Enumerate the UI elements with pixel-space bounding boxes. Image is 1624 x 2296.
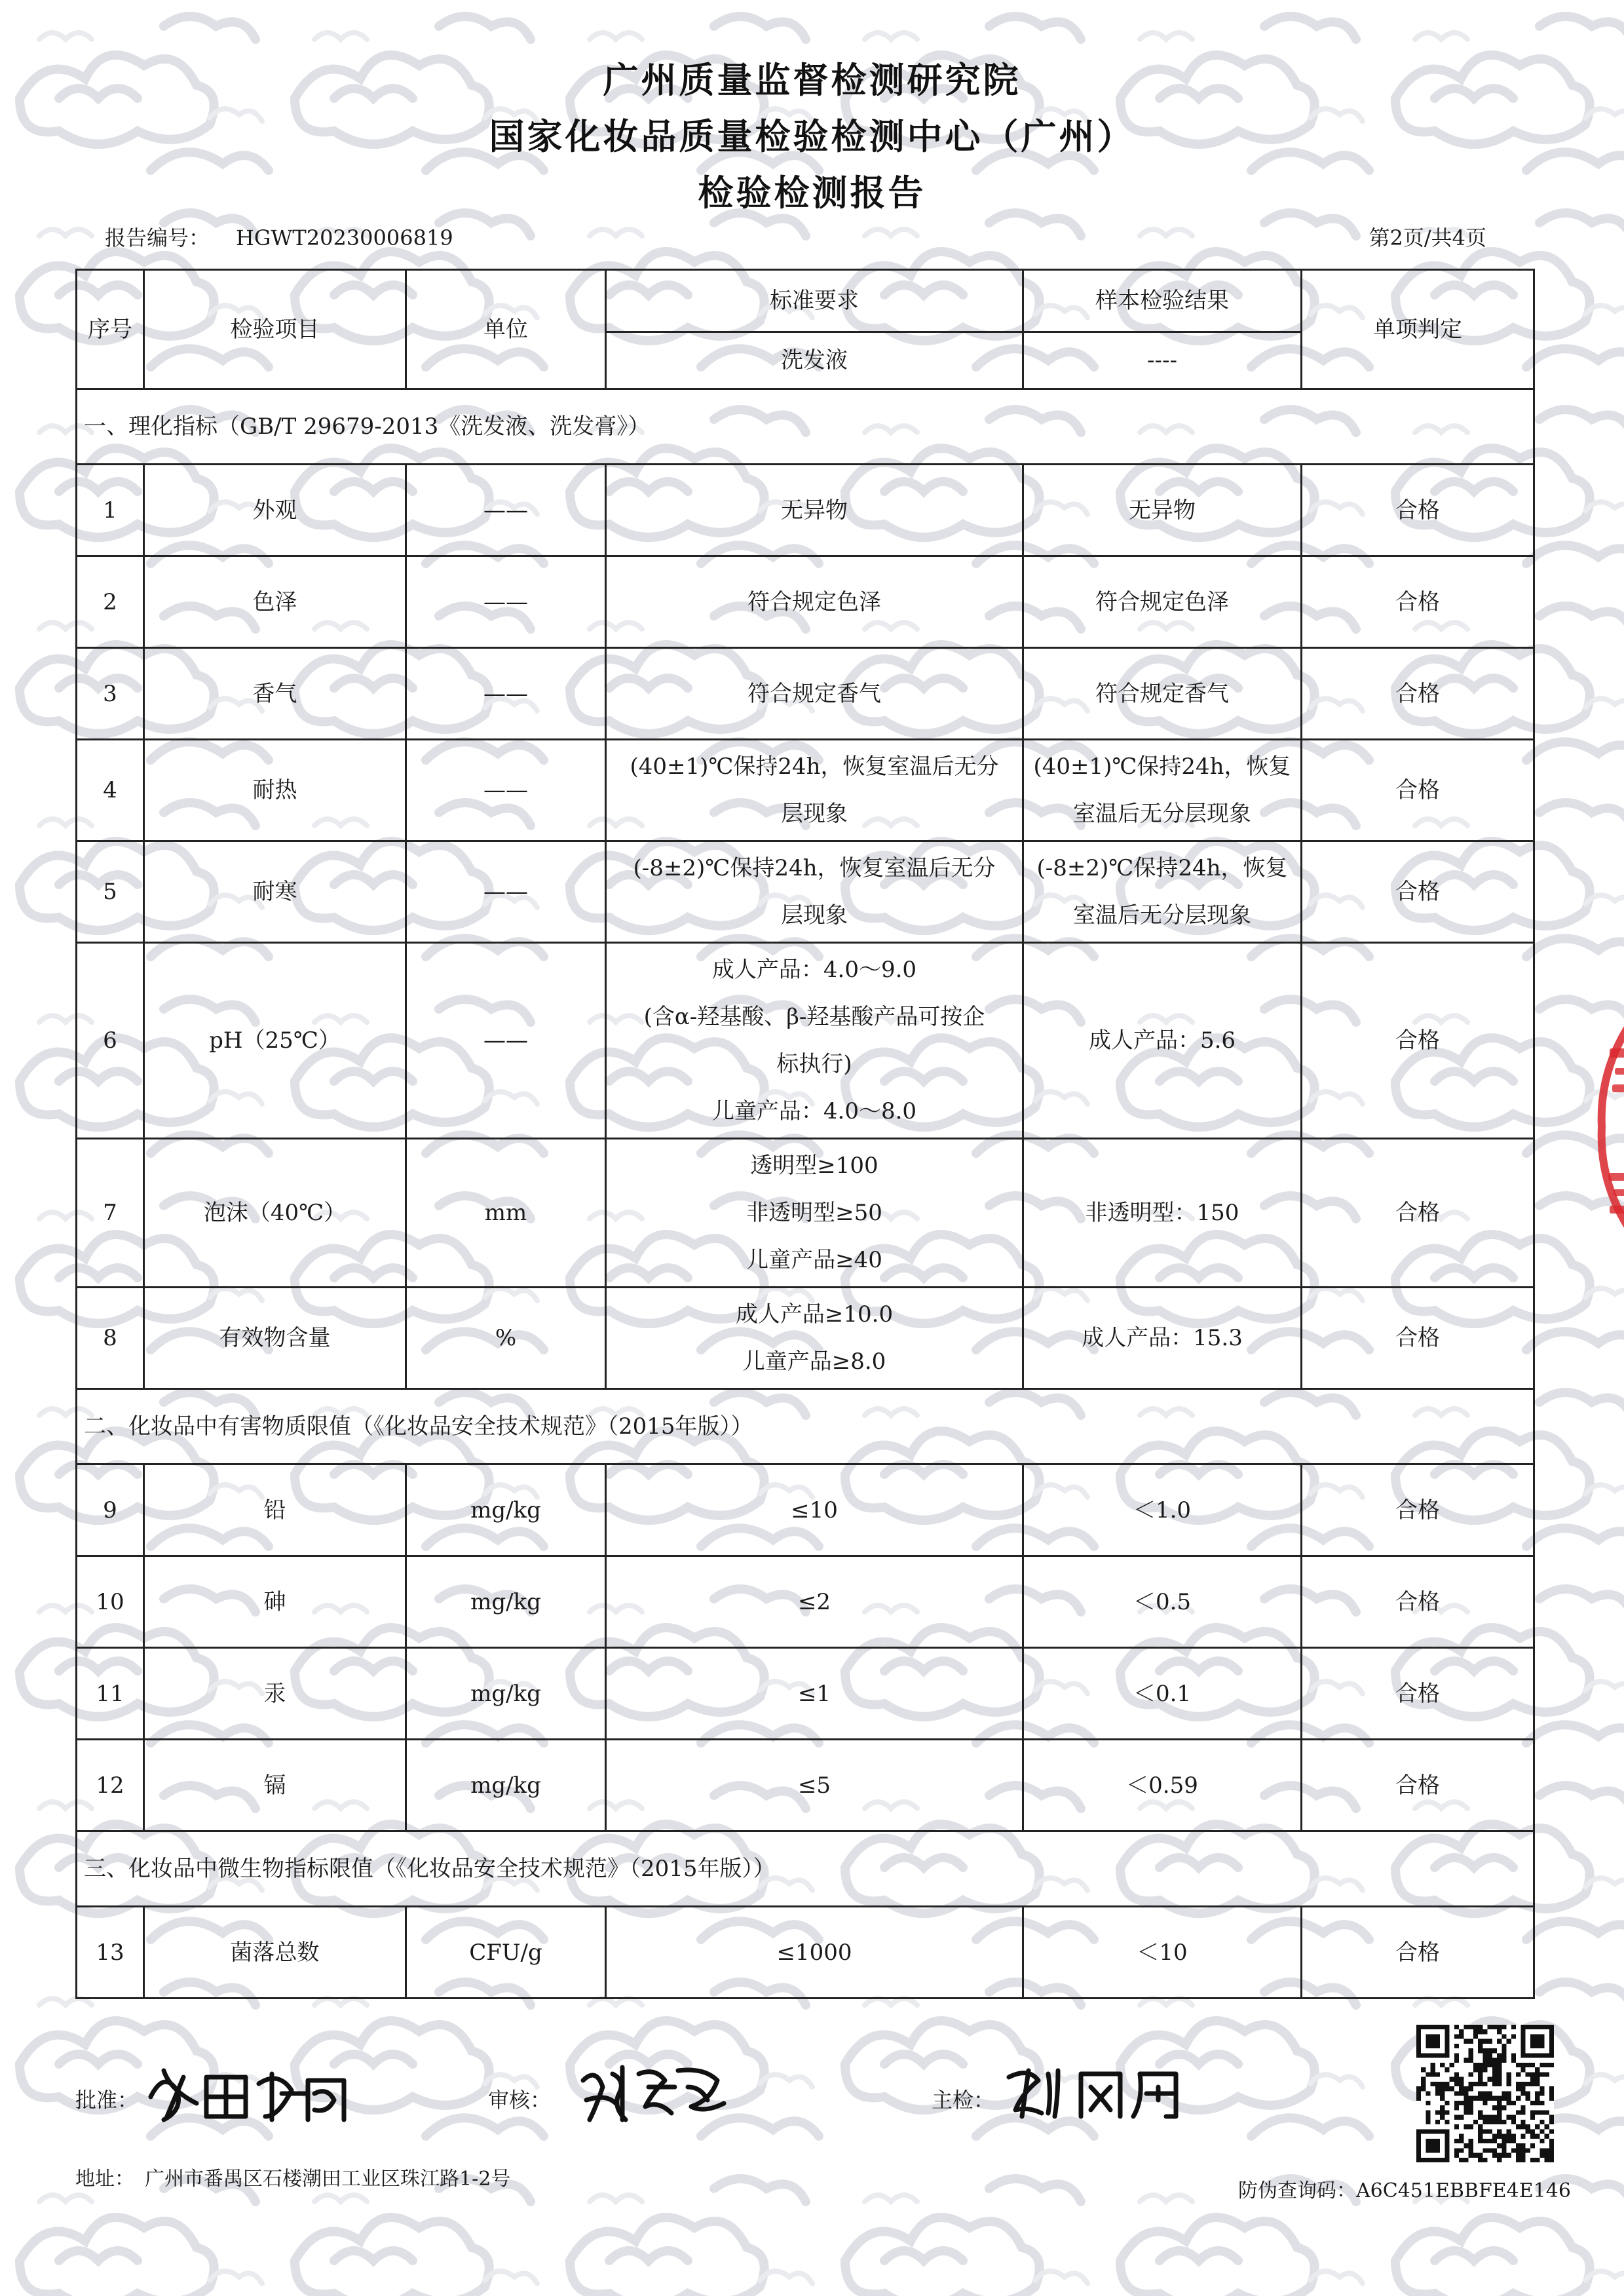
row-unit: —— (406, 740, 606, 841)
row-standard-line: 层现象 (781, 902, 848, 928)
table-row (77, 841, 1534, 943)
row-standard-line: (40±1)℃保持24h，恢复室温后无分 (630, 754, 999, 780)
row-verdict: 合格 (1302, 841, 1534, 943)
row-unit: mm (406, 1139, 606, 1288)
row-result-line: 非透明型：150 (1085, 1200, 1239, 1226)
row-unit: CFU/g (406, 1907, 606, 1999)
row-standard-line: ≤10 (791, 1497, 838, 1523)
reviewer-signature (576, 2054, 734, 2126)
row-standard-line: 儿童产品：4.0～8.0 (711, 1098, 917, 1124)
official-stamp-icon (1569, 976, 1624, 1278)
row-verdict: 合格 (1302, 1139, 1534, 1288)
row-standard-line: (-8±2)℃保持24h，恢复室温后无分 (633, 855, 996, 881)
row-standard-line: ≤5 (797, 1772, 831, 1799)
row-item: 色泽 (144, 556, 406, 648)
row-unit: —— (406, 465, 606, 556)
row-standard-line: ≤1000 (776, 1939, 852, 1966)
inspector-label: 主检： (932, 2088, 995, 2113)
row-standard (606, 841, 1023, 943)
row-seq: 1 (77, 465, 144, 556)
row-seq: 7 (77, 1139, 144, 1288)
row-item: 香气 (144, 648, 406, 740)
row-item: 菌落总数 (144, 1907, 406, 1999)
report-number-value: HGWT20230006819 (236, 225, 453, 250)
header-seq: 序号 (77, 270, 144, 389)
row-standard-line: 成人产品≥10.0 (735, 1301, 894, 1328)
row-item: 耐热 (144, 740, 406, 841)
org-name-line1: 广州质量监督检测研究院 (603, 60, 1021, 101)
row-item: 镉 (144, 1740, 406, 1831)
section-microbial: 三、化妆品中微生物指标限值（《化妆品安全技术规范》（2015年版）） (77, 1831, 1534, 1907)
row-result (1023, 1648, 1302, 1740)
header-standard: 标准要求 (606, 270, 1023, 332)
row-unit: —— (406, 648, 606, 740)
table-row (77, 465, 1534, 556)
table-row (77, 556, 1534, 648)
row-standard-line: 标执行) (776, 1051, 852, 1077)
table-row (77, 943, 1534, 1139)
row-result-line: (40±1)℃保持24h，恢复 (1033, 754, 1291, 780)
row-seq: 6 (77, 943, 144, 1139)
org-name-line2: 国家化妆品质量检验检测中心（广州） (489, 116, 1135, 157)
row-item: pH（25℃） (144, 943, 406, 1139)
row-standard (606, 1288, 1023, 1389)
header-unit: 单位 (406, 270, 606, 389)
row-verdict: 合格 (1302, 556, 1534, 648)
row-seq: 13 (77, 1907, 144, 1999)
row-standard-line: 透明型≥100 (750, 1153, 878, 1179)
row-result-line: (-8±2)℃保持24h，恢复 (1036, 855, 1288, 881)
row-seq: 8 (77, 1288, 144, 1389)
row-result-line: 符合规定香气 (1095, 680, 1229, 707)
row-seq: 2 (77, 556, 144, 648)
row-verdict: 合格 (1302, 740, 1534, 841)
row-standard (606, 1464, 1023, 1556)
row-unit: —— (406, 943, 606, 1139)
row-seq: 9 (77, 1464, 144, 1556)
table-row (77, 1288, 1534, 1389)
inspector-signature (1002, 2057, 1205, 2123)
table-row (77, 1648, 1534, 1740)
row-standard-line: 无异物 (781, 497, 848, 524)
row-result (1023, 465, 1302, 556)
row-verdict: 合格 (1302, 465, 1534, 556)
row-unit: mg/kg (406, 1464, 606, 1556)
report-number-label: 报告编号： (105, 225, 210, 250)
row-standard (606, 556, 1023, 648)
row-result (1023, 943, 1302, 1139)
row-item: 汞 (144, 1648, 406, 1740)
row-result-line: ＜0.5 (1133, 1588, 1192, 1615)
row-standard-line: 成人产品：4.0～9.0 (711, 957, 917, 983)
row-result (1023, 1907, 1302, 1999)
row-standard-line: (含α-羟基酸、β-羟基酸产品可按企 (643, 1004, 985, 1030)
row-result-line: 成人产品：5.6 (1088, 1027, 1236, 1054)
row-result (1023, 1139, 1302, 1288)
row-standard (606, 1648, 1023, 1740)
row-verdict: 合格 (1302, 1648, 1534, 1740)
anti-fake-value: A6C451EBBFE4E146 (1356, 2179, 1571, 2202)
table-row (77, 1139, 1534, 1288)
row-verdict: 合格 (1302, 1740, 1534, 1831)
row-unit: mg/kg (406, 1740, 606, 1831)
row-seq: 10 (77, 1556, 144, 1648)
row-unit: —— (406, 556, 606, 648)
row-unit: mg/kg (406, 1556, 606, 1648)
header-standard-sub: 洗发液 (606, 332, 1023, 389)
table-row (77, 1907, 1534, 1999)
row-standard-line: 非透明型≥50 (746, 1200, 882, 1226)
row-standard-line: 符合规定香气 (747, 680, 881, 707)
row-standard (606, 740, 1023, 841)
row-standard (606, 465, 1023, 556)
row-seq: 3 (77, 648, 144, 740)
row-result-line: 室温后无分层现象 (1073, 801, 1251, 827)
row-standard (606, 1139, 1023, 1288)
row-standard (606, 943, 1023, 1139)
table-row (77, 648, 1534, 740)
row-verdict: 合格 (1302, 648, 1534, 740)
section-physicochemical: 一、理化指标（GB/T 29679-2013《洗发液、洗发膏》） (77, 389, 1534, 465)
report-number (105, 221, 453, 252)
row-item: 耐寒 (144, 841, 406, 943)
row-result (1023, 556, 1302, 648)
row-result (1023, 740, 1302, 841)
row-result-line: 室温后无分层现象 (1073, 902, 1251, 928)
anti-fake-label: 防伪查询码： (1238, 2179, 1356, 2202)
table-row (77, 1556, 1534, 1648)
row-item: 砷 (144, 1556, 406, 1648)
row-standard-line: 儿童产品≥8.0 (742, 1349, 886, 1375)
address-label: 地址： (75, 2168, 134, 2191)
row-item: 有效物含量 (144, 1288, 406, 1389)
row-standard (606, 1556, 1023, 1648)
row-unit: % (406, 1288, 606, 1389)
row-result (1023, 1288, 1302, 1389)
row-standard (606, 648, 1023, 740)
row-seq: 4 (77, 740, 144, 841)
row-result-line: ＜10 (1137, 1939, 1188, 1966)
row-unit: —— (406, 841, 606, 943)
row-item: 泡沫（40℃） (144, 1139, 406, 1288)
qr-code-icon[interactable] (1416, 2025, 1554, 2162)
address (75, 2162, 510, 2191)
row-result-line: ＜0.59 (1126, 1772, 1198, 1799)
header-result: 样本检验结果 (1023, 270, 1302, 332)
row-result (1023, 1464, 1302, 1556)
row-standard-line: 儿童产品≥40 (746, 1247, 882, 1273)
row-result (1023, 841, 1302, 943)
row-result (1023, 1740, 1302, 1831)
anti-fake-code (1238, 2174, 1571, 2203)
row-result (1023, 1556, 1302, 1648)
row-verdict: 合格 (1302, 1288, 1534, 1389)
report-header (0, 52, 1624, 221)
row-seq: 12 (77, 1740, 144, 1831)
table-row (77, 740, 1534, 841)
approver-signature (144, 2057, 354, 2130)
row-item: 铅 (144, 1464, 406, 1556)
row-item: 外观 (144, 465, 406, 556)
row-result-line: ＜0.1 (1133, 1680, 1192, 1707)
approve-label: 批准： (75, 2088, 139, 2113)
row-verdict: 合格 (1302, 1907, 1534, 1999)
row-standard-line: 符合规定色泽 (747, 588, 881, 615)
row-verdict: 合格 (1302, 1556, 1534, 1648)
row-result-line: 符合规定色泽 (1095, 588, 1229, 615)
document-title: 检验检测报告 (698, 172, 926, 214)
table-row (77, 1740, 1534, 1831)
review-label: 审核： (488, 2088, 552, 2113)
address-value: 广州市番禺区石楼潮田工业区珠江路1-2号 (145, 2168, 511, 2191)
row-standard (606, 1907, 1023, 1999)
page-info: 第2页/共4页 (1369, 225, 1486, 250)
header-verdict: 单项判定 (1302, 270, 1534, 389)
row-result-line: 成人产品：15.3 (1082, 1325, 1243, 1351)
row-standard (606, 1740, 1023, 1831)
row-seq: 5 (77, 841, 144, 943)
row-standard-line: ≤1 (797, 1680, 831, 1707)
row-verdict: 合格 (1302, 943, 1534, 1139)
row-seq: 11 (77, 1648, 144, 1740)
row-result (1023, 648, 1302, 740)
row-verdict: 合格 (1302, 1464, 1534, 1556)
header-item: 检验项目 (144, 270, 406, 389)
section-harmful-substances: 二、化妆品中有害物质限值（《化妆品安全技术规范》（2015年版）） (77, 1389, 1534, 1464)
row-standard-line: 层现象 (781, 801, 848, 827)
row-unit: mg/kg (406, 1648, 606, 1740)
inspection-table (75, 269, 1535, 1999)
header-result-sub: ---- (1023, 332, 1302, 389)
row-result-line: 无异物 (1129, 497, 1196, 524)
row-result-line: ＜1.0 (1133, 1497, 1192, 1523)
row-standard-line: ≤2 (797, 1588, 831, 1615)
table-row (77, 1464, 1534, 1556)
